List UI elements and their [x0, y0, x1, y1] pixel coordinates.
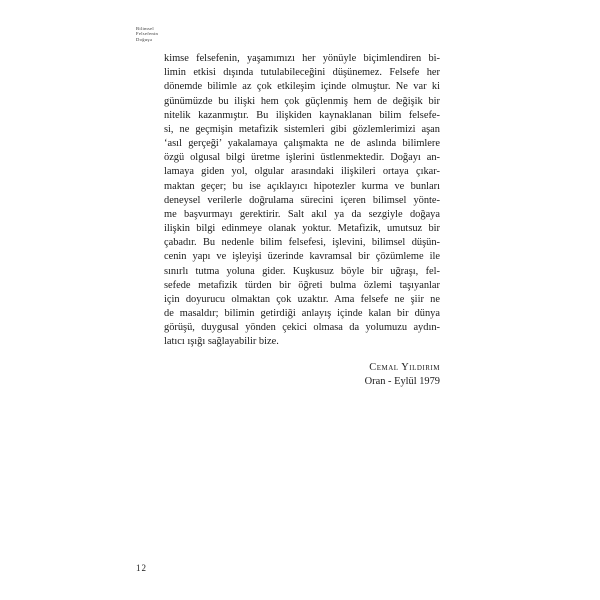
- running-head: [136, 26, 158, 42]
- text-line: çabadır. Bu nedenle bilim felsefesi, işlevini, bilimsel düşün-: [164, 237, 440, 249]
- text-line: kimse felsefenin, yaşamımızı her yönüyle biçimlendiren bi-: [164, 53, 440, 64]
- text-line: görüşü, duygusal yönden çekici olmasa da yolumuzu aydın-: [164, 322, 440, 334]
- text-line-last: latıcı ışığı sağlayabilir bize.: [164, 336, 279, 348]
- running-head-line-2: Felsefenin: [136, 31, 159, 37]
- body-text: [164, 52, 440, 350]
- text-line: cenin yapı ve işleyişi üzerinde kavramsal bir çözümleme ile: [164, 251, 440, 263]
- text-line: de masaldır; bilimin getirdiği anlayış içinde kalan bir dünya: [164, 308, 440, 320]
- text-line: için doyurucu olmaktan çok uzaktır. Ama felsefe ne şiir ne: [164, 293, 440, 305]
- text-line: dönemde bilimle az çok etkileşim içinde olmuştur. Ne var ki: [164, 81, 440, 93]
- text-line: sefede metafizik türden bir öğreti bulma özlemi taşıyanlar: [164, 279, 440, 291]
- running-head-line-1: Bilimsel: [136, 26, 154, 31]
- text-line: sınırlı tutma yoluna gider. Kuşkusuz böyle bir uğraşı, fel-: [164, 265, 440, 277]
- running-head-line-3: Doğuşu: [136, 36, 153, 42]
- text-line: si, ne geçmişin metafizik sistemleri gibi gözlemlerimizi aşan: [164, 123, 440, 135]
- text-line: ‘asıl gerçeği’ yakalamaya çalışmakta ne de aslında bilimlere: [164, 138, 440, 150]
- place-date: Oran - Eylül 1979: [364, 376, 440, 387]
- text-line: lamaya giden yol, olgular arasındaki ilişkileri ortaya çıkar-: [164, 166, 440, 178]
- text-line: me başvurmayı gerektirir. Salt akıl ya da sezgiyle doğaya: [164, 208, 440, 220]
- text-line: özgü olgusal bilgi üretme işlerini üstlenmektedir. Doğayı an-: [164, 152, 440, 164]
- text-line: nitelik kazanmıştır. Bu ilişkiden kaynaklanan bilim felsefe-: [164, 109, 440, 121]
- author-name: Cemal Yıldırım: [369, 362, 440, 373]
- signature: [365, 361, 440, 389]
- text-line: limin etkisi dışında tutulabileceğini düşünemez. Felsefe her: [164, 67, 440, 79]
- text-line: ilişkin bilgi edinmeye olanak yoktur. Metafizik, umutsuz bir: [164, 223, 440, 235]
- text-line: günümüzde bu ilişki hem çok güçlenmiş hem de değişik bir: [164, 95, 440, 107]
- text-line: maktan geçer; bu ise açıklayıcı hipotezler kurma ve bunları: [164, 180, 440, 192]
- page-number: 12: [136, 563, 147, 573]
- text-line: deneysel verilerle doğrulama sürecini içeren bilimsel yönte-: [164, 194, 440, 206]
